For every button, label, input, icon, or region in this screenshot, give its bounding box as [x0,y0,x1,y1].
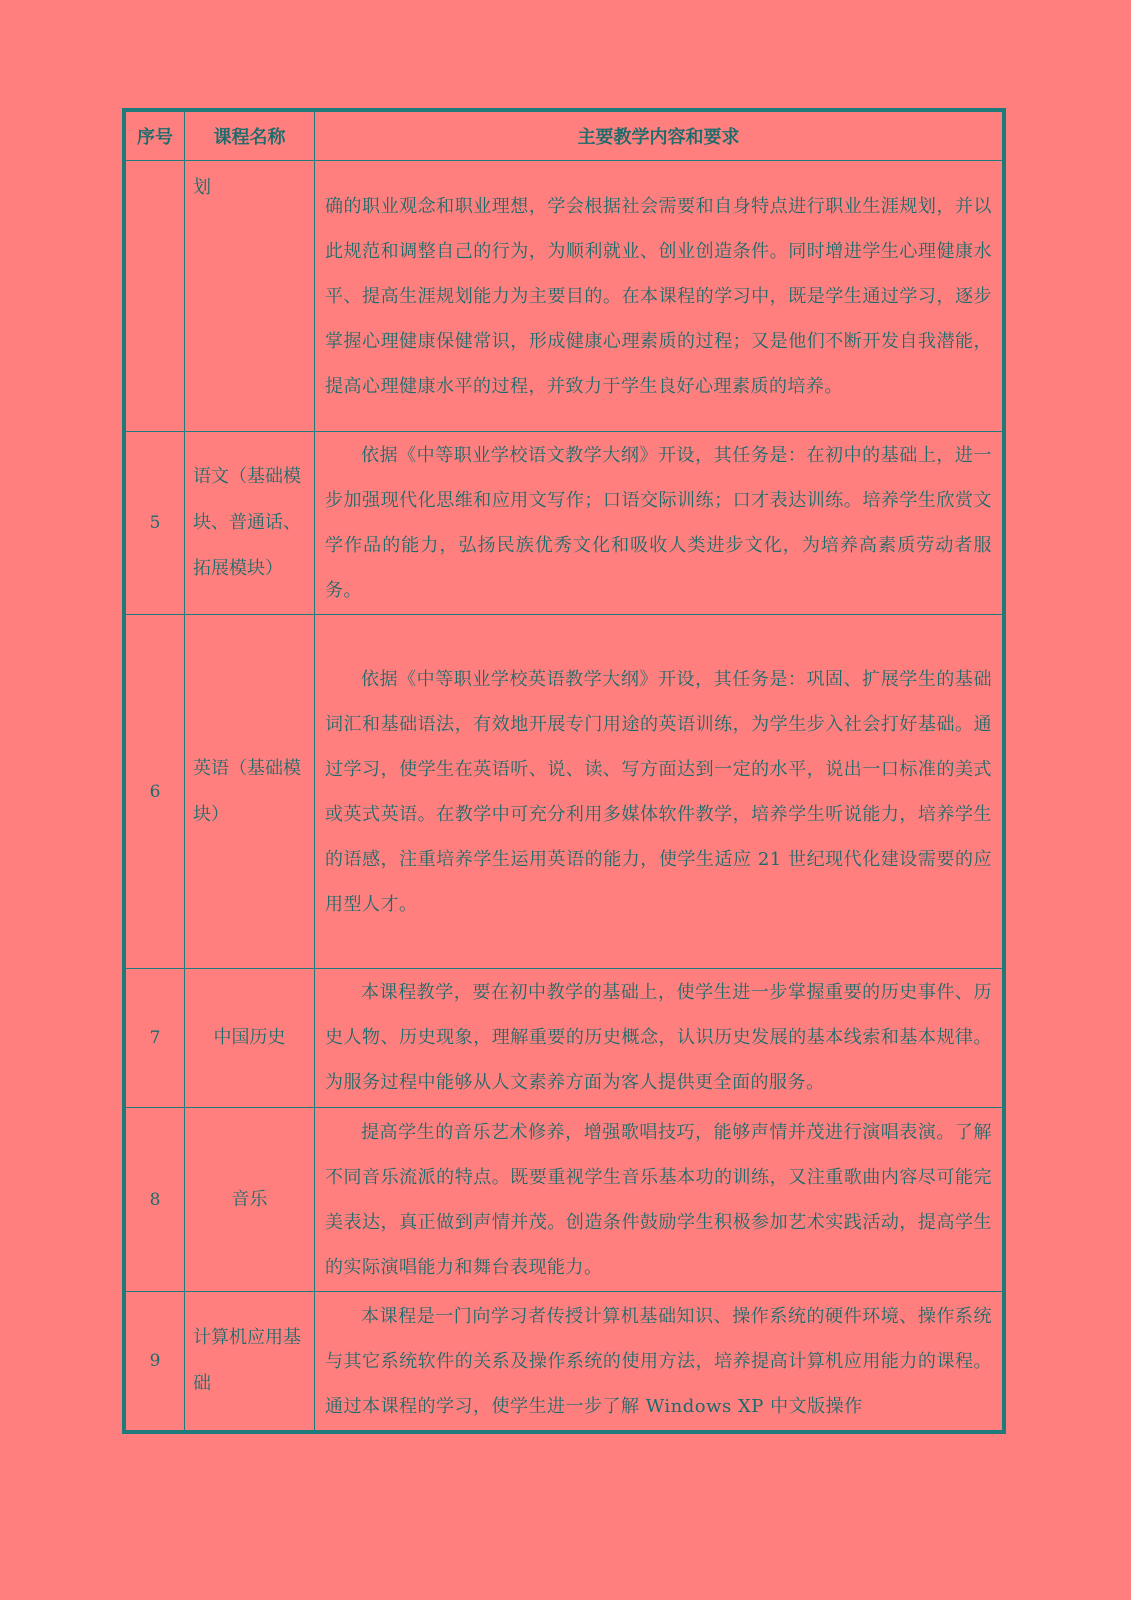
row-name: 英语（基础模块） [185,614,315,968]
row-name: 中国历史 [185,969,315,1108]
row-content [315,969,1003,1108]
table-row [126,1292,1003,1431]
row-num: 7 [126,969,185,1108]
row-name: 计算机应用基础 [185,1292,315,1431]
row-content [315,1107,1003,1292]
header-content: 主要教学内容和要求 [315,112,1003,161]
table-header-row [126,112,1003,161]
row-content-text: 依据《中等职业学校语文教学大纲》开设，其任务是：在初中的基础上，进一步加强现代化思维和应用文写作；口语交际训练；口才表达训练。培养学生欣赏文学作品的能力，弘扬民族优秀文化和吸收人类进步文化，为培养高素质劳动者服务。 [325,445,992,602]
course-table-wrap [122,108,1006,1434]
row-content-text: 本课程教学，要在初中教学的基础上，使学生进一步掌握重要的历史事件、历史人物、历史现象，理解重要的历史概念，认识历史发展的基本线索和基本规律。为服务过程中能够从人文素养方面为客人提供更全面的服务。 [325,982,992,1094]
row-num: 8 [126,1107,185,1292]
table-row [126,432,1003,615]
row-num: 5 [126,432,185,615]
row-content-text: 本课程是一门向学习者传授计算机基础知识、操作系统的硬件环境、操作系统与其它系统软件的关系及操作系统的使用方法，培养提高计算机应用能力的课程。通过本课程的学习，使学生进一步了解 Windows XP 中文版操作 [325,1306,992,1418]
row-content-text: 提高学生的音乐艺术修养，增强歌唱技巧，能够声情并茂进行演唱表演。了解不同音乐流派的特点。既要重视学生音乐基本功的训练，又注重歌曲内容尽可能完美表达，真正做到声情并茂。创造条件鼓励学生积极参加艺术实践活动，提高学生的实际演唱能力和舞台表现能力。 [325,1121,992,1278]
table-row [126,161,1003,432]
row-num: 9 [126,1292,185,1431]
table-row [126,1107,1003,1292]
row-num: 6 [126,614,185,968]
table-row [126,614,1003,968]
row-content [315,1292,1003,1431]
course-table [125,111,1003,1431]
row-content [315,432,1003,615]
header-num: 序号 [126,112,185,161]
row-name: 划 [185,161,315,432]
row-content-text: 依据《中等职业学校英语教学大纲》开设，其任务是：巩固、扩展学生的基础词汇和基础语法，有效地开展专门用途的英语训练，为学生步入社会打好基础。通过学习，使学生在英语听、说、读、写方面达到一定的水平，说出一口标准的美式或英式英语。在教学中可充分利用多媒体软件教学，培养学生听说能力，培养学生的语感，注重培养学生运用英语的能力，使学生适应 21 世纪现代化建设需要的应用型人才。 [325,668,992,915]
row-name: 音乐 [185,1107,315,1292]
row-content [315,614,1003,968]
row-content-text: 确的职业观念和职业理想，学会根据社会需要和自身特点进行职业生涯规划，并以此规范和调整自己的行为，为顺利就业、创业创造条件。同时增进学生心理健康水平、提高生涯规划能力为主要目的。在本课程的学习中，既是学生通过学习，逐步掌握心理健康保健常识，形成健康心理素质的过程；又是他们不断开发自我潜能，提高心理健康水平的过程，并致力于学生良好心理素质的培养。 [325,195,992,397]
header-name: 课程名称 [185,112,315,161]
table-row [126,969,1003,1108]
row-name: 语文（基础模块、普通话、拓展模块） [185,432,315,615]
row-num [126,161,185,432]
row-content [315,161,1003,432]
